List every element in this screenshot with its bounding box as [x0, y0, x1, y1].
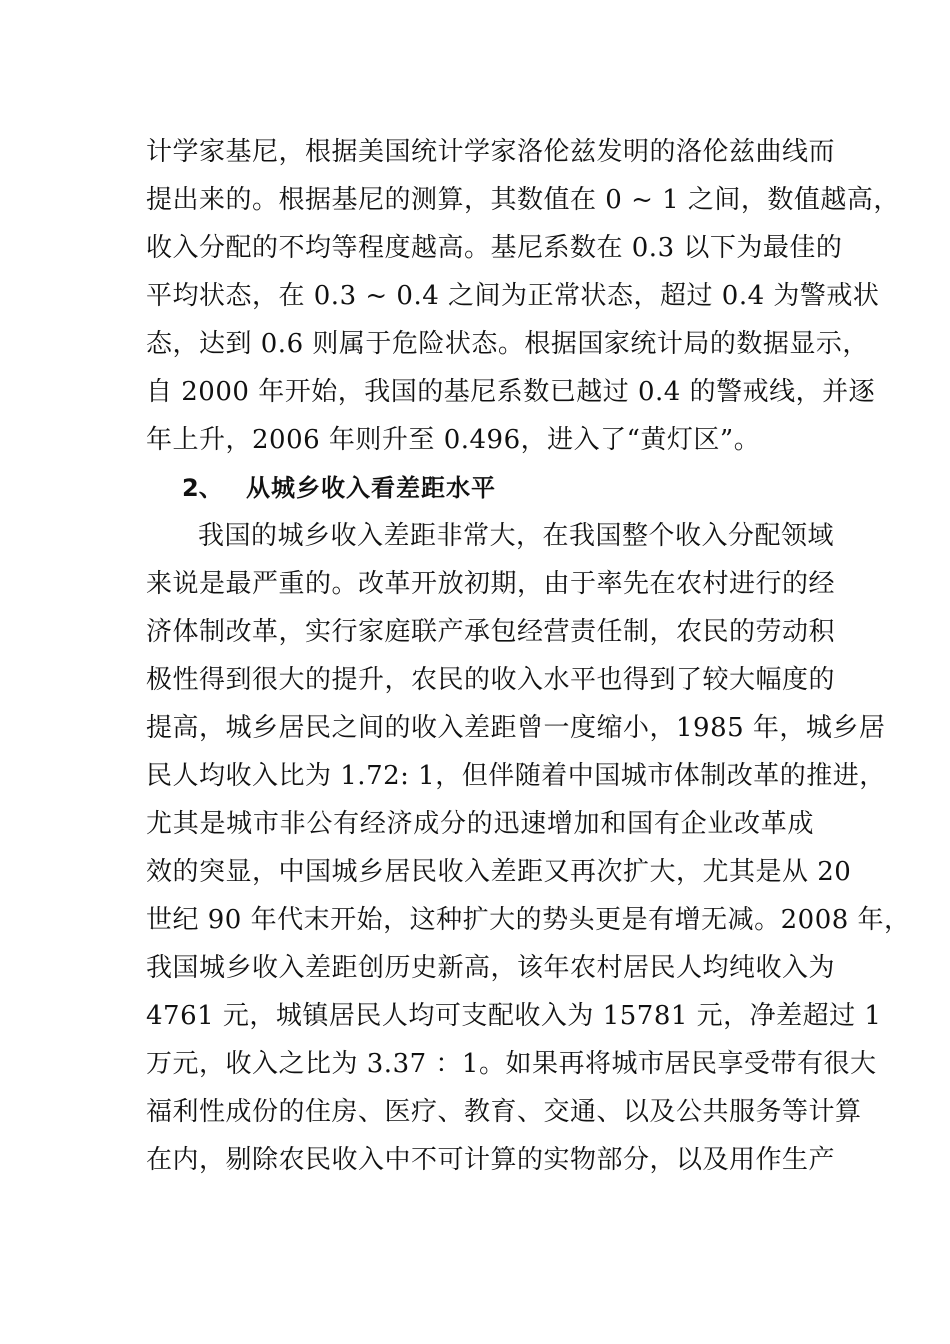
paragraph-urban-rural [146, 512, 911, 1184]
text-line: 年上升，2006 年则升至 0.496，进入了“黄灯区”。 [146, 425, 761, 455]
text-line: 民人均收入比为 1.72: 1，但伴随着中国城市体制改革的推进， [146, 761, 886, 791]
text-line: 收入分配的不均等程度越高。基尼系数在 0.3 以下为最佳的 [146, 233, 843, 263]
text-line: 福利性成份的住房、医疗、教育、交通、以及公共服务等计算 [146, 1097, 862, 1127]
text-line: 我国的城乡收入差距非常大，在我国整个收入分配领域 [198, 521, 835, 551]
text-line: 效的突显，中国城乡居民收入差距又再次扩大，尤其是从 20 [146, 857, 852, 887]
document-page [146, 128, 911, 1184]
text-line: 提高，城乡居民之间的收入差距曾一度缩小，1985 年，城乡居 [146, 713, 886, 743]
section-title: 从城乡收入看差距水平 [246, 474, 496, 502]
text-line: 尤其是城市非公有经济成分的迅速增加和国有企业改革成 [146, 809, 814, 839]
text-line: 态，达到 0.6 则属于危险状态。根据国家统计局的数据显示， [146, 329, 869, 359]
text-line: 济体制改革，实行家庭联产承包经营责任制，农民的劳动积 [146, 617, 836, 647]
text-line: 4761 元，城镇居民人均可支配收入为 15781 元，净差超过 1 [146, 1001, 882, 1031]
text-line: 平均状态，在 0.3 ~ 0.4 之间为正常状态，超过 0.4 为警戒状 [146, 281, 880, 311]
text-line: 提出来的。根据基尼的测算，其数值在 0 ~ 1 之间，数值越高， [146, 185, 900, 215]
text-line: 计学家基尼，根据美国统计学家洛伦兹发明的洛伦兹曲线而 [146, 137, 836, 167]
paragraph-gini [146, 128, 900, 464]
text-line: 万元，收入之比为 3.37 ：1。如果再将城市居民享受带有很大 [146, 1049, 877, 1079]
text-line: 来说是最严重的。改革开放初期，由于率先在农村进行的经 [146, 569, 836, 599]
text-line: 极性得到很大的提升，农民的收入水平也得到了较大幅度的 [146, 665, 836, 695]
text-line: 我国城乡收入差距创历史新高，该年农村居民人均纯收入为 [146, 953, 836, 983]
text-line: 世纪 90 年代末开始，这种扩大的势头更是有增无减。2008 年， [146, 905, 911, 935]
text-line: 在内，剔除农民收入中不可计算的实物部分，以及用作生产 [146, 1145, 836, 1175]
section-heading [146, 464, 814, 512]
text-line: 自 2000 年开始，我国的基尼系数已越过 0.4 的警戒线，并逐 [146, 377, 876, 407]
section-number: 2、 [182, 474, 223, 502]
